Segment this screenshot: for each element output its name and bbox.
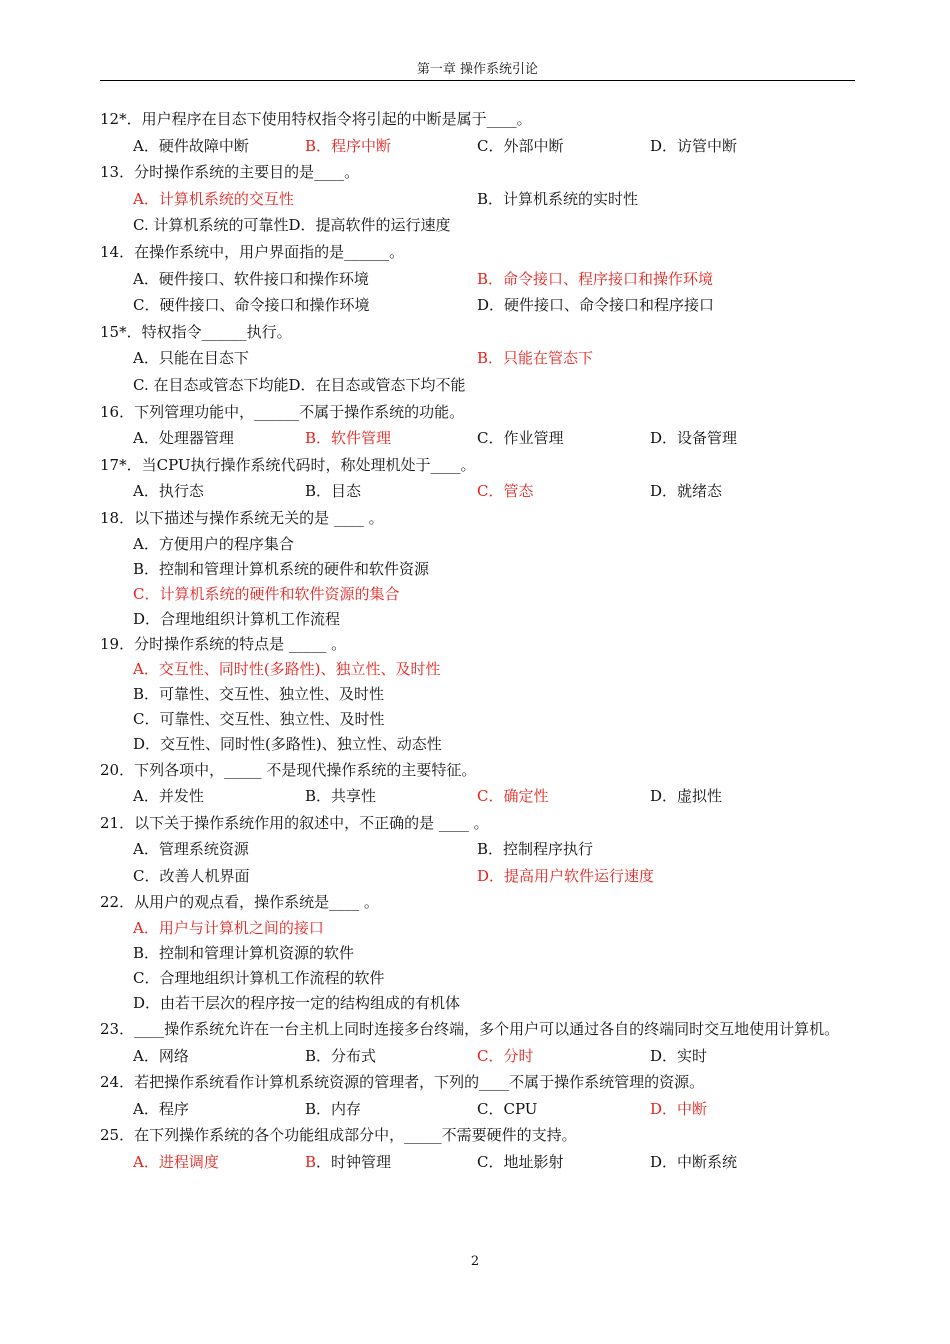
option-c: C．地址影射 <box>477 1153 564 1172</box>
option-b: B．共享性 <box>305 787 377 806</box>
option-c: C．外部中断 <box>477 136 564 155</box>
question-stem: 24．若把操作系统看作计算机系统资源的管理者，下列的____不属于操作系统管理的资源。 <box>100 1073 705 1092</box>
options-row-cd: C. 在目态或管态下均能D．在目态或管态下均不能 <box>133 375 466 394</box>
options-row <box>100 836 860 863</box>
options-row <box>100 345 860 372</box>
question-stem: 22．从用户的观点看，操作系统是____ 。 <box>100 893 379 912</box>
option-c: C．改善人机界面 <box>133 866 250 885</box>
options-row <box>100 186 860 213</box>
question-stem: 19．分时操作系统的特点是 _____ 。 <box>100 634 347 653</box>
option-c-answer: C．计算机系统的硬件和软件资源的集合 <box>133 584 400 603</box>
options-row <box>100 133 860 160</box>
option-b-rest: ．时钟管理 <box>316 1153 392 1172</box>
options-row <box>100 1149 860 1176</box>
option-c-answer: C．确定性 <box>477 787 549 806</box>
option-a-answer: A．交互性、同时性(多路性)、独立性、及时性 <box>133 659 441 678</box>
question-stem: 12*．用户程序在目态下使用特权指令将引起的中断是属于____。 <box>100 110 532 128</box>
option-c-answer: C．分时 <box>477 1046 534 1065</box>
question-stem: 18．以下描述与操作系统无关的是 ____ 。 <box>100 508 384 527</box>
option-b: B．控制和管理计算机资源的软件 <box>133 944 355 963</box>
option-c: C．合理地组织计算机工作流程的软件 <box>133 969 385 988</box>
option-a: A．只能在目态下 <box>133 349 249 368</box>
question-stem: 25．在下列操作系统的各个功能组成部分中，_____不需要硬件的支持。 <box>100 1126 577 1145</box>
question-stem: 20．下列各项中，_____ 不是现代操作系统的主要特征。 <box>100 760 477 779</box>
question-stem: 17*．当CPU执行操作系统代码时，称处理机处于____。 <box>100 455 476 474</box>
option-d: D．由若干层次的程序按一定的结构组成的有机体 <box>133 994 461 1013</box>
option-b: B．目态 <box>305 482 362 501</box>
option-c: C．硬件接口、命令接口和操作环境 <box>133 296 370 315</box>
option-d: D．交互性、同时性(多路性)、独立性、动态性 <box>133 734 442 753</box>
option-a: A．执行态 <box>133 482 204 501</box>
question-stem: 13．分时操作系统的主要目的是____。 <box>100 163 360 182</box>
question-stem: 23．____操作系统允许在一台主机上同时连接多台终端，多个用户可以通过各自的终端同时交互地使用计算机。 <box>100 1020 840 1039</box>
options-row <box>100 1096 860 1123</box>
option-d: D．虚拟性 <box>650 787 723 806</box>
option-b-answer: B．只能在管态下 <box>477 349 594 368</box>
option-c: C．作业管理 <box>477 429 564 448</box>
option-b-answer: B．命令接口、程序接口和操作环境 <box>477 269 714 288</box>
option-c: C．可靠性、交互性、独立性、及时性 <box>133 709 385 728</box>
question-stem: 14．在操作系统中，用户界面指的是______。 <box>100 242 405 261</box>
options-row <box>100 1043 860 1070</box>
option-a: A．处理器管理 <box>133 429 234 448</box>
option-d: D．硬件接口、命令接口和程序接口 <box>477 296 715 315</box>
header-rule <box>100 80 855 81</box>
option-b: B．可靠性、交互性、独立性、及时性 <box>133 684 385 703</box>
option-d: D．合理地组织计算机工作流程 <box>133 609 341 628</box>
option-d-answer: D．中断 <box>650 1099 708 1118</box>
option-b: B．内存 <box>305 1099 362 1118</box>
option-b-answer: B．软件管理 <box>305 429 392 448</box>
question-stem: 15*．特权指令______执行。 <box>100 322 292 341</box>
option-d: D．实时 <box>650 1046 708 1065</box>
option-a-answer: A．进程调度 <box>133 1153 219 1172</box>
option-a: A．硬件故障中断 <box>133 136 249 155</box>
question-list <box>100 106 860 1176</box>
options-row <box>100 266 860 293</box>
option-a: A．并发性 <box>133 787 204 806</box>
option-a: A．管理系统资源 <box>133 840 249 859</box>
options-row <box>100 425 860 452</box>
page-header: 第一章 操作系统引论 <box>416 62 539 77</box>
option-b: B．计算机系统的实时性 <box>477 189 639 208</box>
option-a-answer: A．计算机系统的交互性 <box>133 189 294 208</box>
options-row <box>100 863 860 890</box>
page-number: 2 <box>470 1254 480 1269</box>
option-b: B．控制程序执行 <box>477 840 594 859</box>
option-b: B．控制和管理计算机系统的硬件和软件资源 <box>133 559 430 578</box>
option-b: B．分布式 <box>305 1046 377 1065</box>
option-d-answer: D．提高用户软件运行速度 <box>477 866 655 885</box>
option-d: D．设备管理 <box>650 429 738 448</box>
option-a: A．程序 <box>133 1099 189 1118</box>
option-d: D．访管中断 <box>650 136 738 155</box>
option-c: C．CPU <box>477 1099 538 1118</box>
option-b-answer: B．程序中断 <box>305 136 392 155</box>
question-stem: 16．下列管理功能中，______不属于操作系统的功能。 <box>100 402 465 421</box>
option-a-answer: A．用户与计算机之间的接口 <box>133 919 324 938</box>
option-b: B．时钟管理 <box>305 1153 392 1172</box>
option-c-answer: C．管态 <box>477 482 534 501</box>
options-row <box>100 783 860 810</box>
options-row <box>100 292 860 319</box>
option-a: A．方便用户的程序集合 <box>133 534 294 553</box>
option-d: D．中断系统 <box>650 1153 738 1172</box>
question-stem: 21．以下关于操作系统作用的叙述中，不正确的是 ____ 。 <box>100 813 489 832</box>
options-row <box>100 478 860 505</box>
options-row-cd: C. 计算机系统的可靠性D．提高软件的运行速度 <box>133 216 451 235</box>
option-a: A．硬件接口、软件接口和操作环境 <box>133 269 369 288</box>
option-d: D．就绪态 <box>650 482 723 501</box>
option-a: A．网络 <box>133 1046 189 1065</box>
